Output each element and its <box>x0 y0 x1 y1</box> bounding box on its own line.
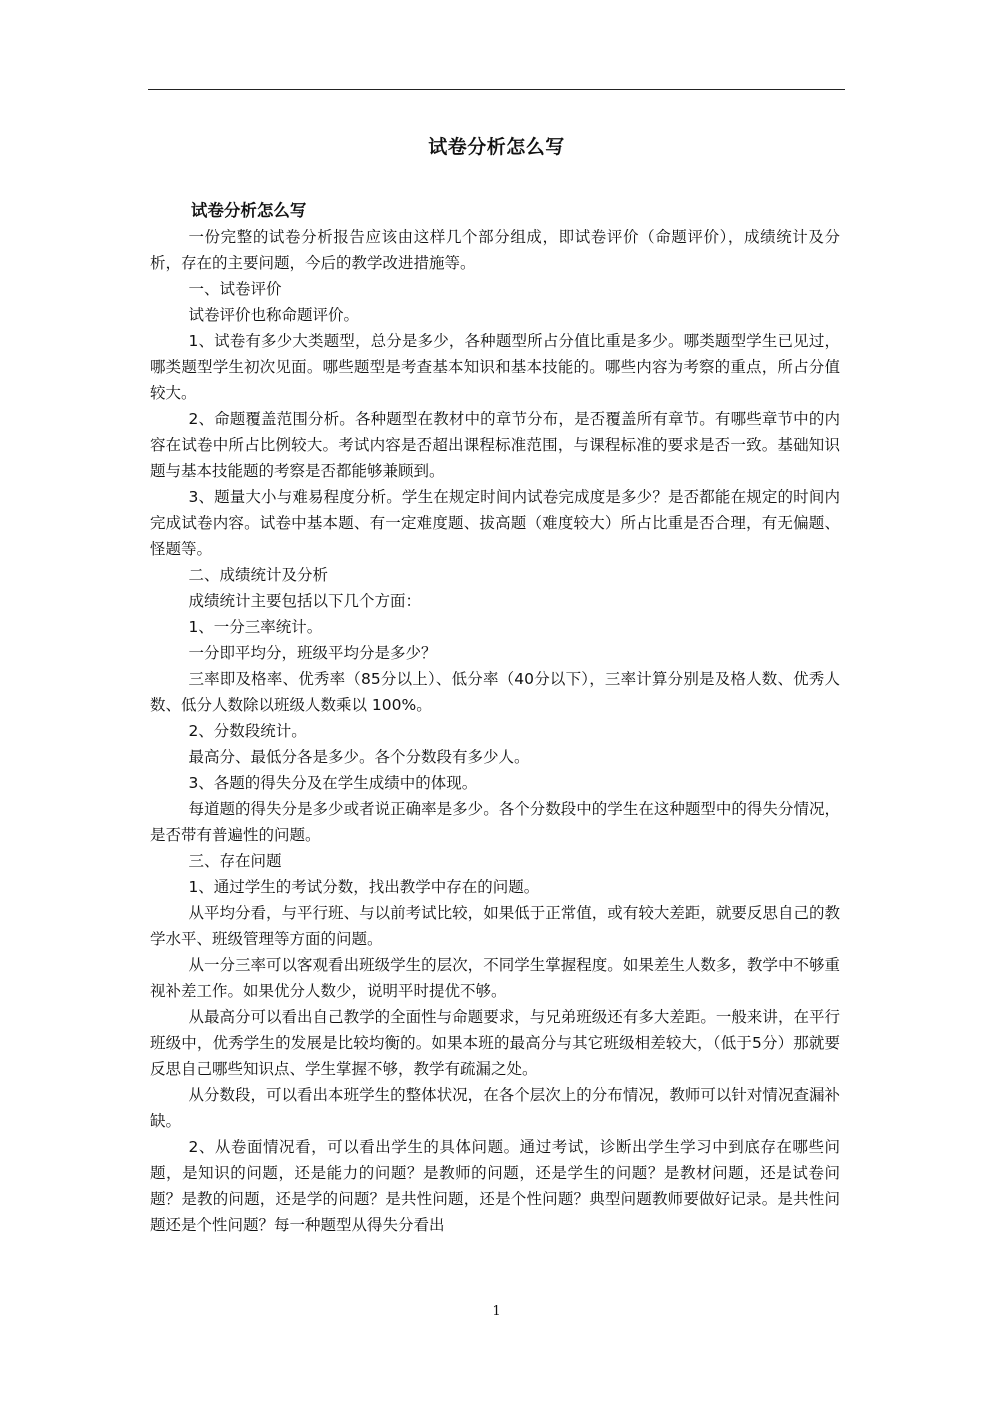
paragraph: 1、试卷有多少大类题型，总分是多少，各种题型所占分值比重是多少。哪类题型学生已见过，哪类题型学生初次见面。哪些题型是考查基本知识和基本技能的。哪些内容为考察的重点，所占分值较大。 <box>150 332 840 402</box>
section-heading-3: 三、存在问题 <box>188 852 282 870</box>
page-number: 1 <box>492 1304 501 1319</box>
paragraph: 从最高分可以看出自己教学的全面性与命题要求，与兄弟班级还有多大差距。一般来讲，在平行班级中，优秀学生的发展是比较均衡的。如果本班的最高分与其它班级相差较大，（低于5分）那就要反思自己哪些知识点、学生掌握不够，教学有疏漏之处。 <box>150 1008 840 1078</box>
paragraph: 2、分数段统计。 <box>188 722 307 740</box>
paragraph: 一份完整的试卷分析报告应该由这样几个部分组成，即试卷评价（命题评价），成绩统计及分析，存在的主要问题，今后的教学改进措施等。 <box>150 228 840 272</box>
header-rule <box>148 89 845 90</box>
paragraph: 试卷评价也称命题评价。 <box>188 306 359 324</box>
paragraph: 每道题的得失分是多少或者说正确率是多少。各个分数段中的学生在这种题型中的得失分情况，是否带有普遍性的问题。 <box>150 800 840 844</box>
section-heading-1: 一、试卷评价 <box>188 280 282 298</box>
paragraph: 三率即及格率、优秀率（85分以上）、低分率（40分以下），三率计算分别是及格人数、优秀人数、低分人数除以班级人数乘以 100%。 <box>150 670 840 714</box>
paragraph: 从分数段，可以看出本班学生的整体状况，在各个层次上的分布情况，教师可以针对情况查漏补缺。 <box>150 1086 840 1130</box>
paragraph: 一分即平均分，班级平均分是多少？ <box>188 644 437 662</box>
paragraph: 1、一分三率统计。 <box>188 618 323 636</box>
paragraph: 最高分、最低分各是多少。各个分数段有多少人。 <box>188 748 530 766</box>
paragraph: 2、从卷面情况看，可以看出学生的具体问题。通过考试，诊断出学生学习中到底存在哪些问题，是知识的问题，还是能力的问题？是教师的问题，还是学生的问题？是教材问题，还是试卷问题？是教的问题，还是学的问题？是共性问题，还是个性问题？典型问题教师要做好记录。是共性问题还是个性问题？每一种题型从得失分看出 <box>150 1138 840 1234</box>
paragraph: 从一分三率可以客观看出班级学生的层次，不同学生掌握程度。如果差生人数多，教学中不够重视补差工作。如果优分人数少，说明平时提优不够。 <box>150 956 840 1000</box>
paragraph: 成绩统计主要包括以下几个方面： <box>188 592 421 610</box>
paragraph: 2、命题覆盖范围分析。各种题型在教材中的章节分布，是否覆盖所有章节。有哪些章节中的内容在试卷中所占比例较大。考试内容是否超出课程标准范围，与课程标准的要求是否一致。基础知识题与基本技能题的考察是否都能够兼顾到。 <box>150 410 840 480</box>
document-body <box>150 198 840 1238</box>
section-heading-2: 二、成绩统计及分析 <box>188 566 328 584</box>
paragraph: 3、题量大小与难易程度分析。学生在规定时间内试卷完成度是多少？是否都能在规定的时间内完成试卷内容。试卷中基本题、有一定难度题、拔高题（难度较大）所占比重是否合理，有无偏题、怪题等。 <box>150 488 840 558</box>
paragraph: 3、各题的得失分及在学生成绩中的体现。 <box>188 774 478 792</box>
paragraph: 从平均分看，与平行班、与以前考试比较，如果低于正常值，或有较大差距，就要反思自己的教学水平、班级管理等方面的问题。 <box>150 904 840 948</box>
document-title: 试卷分析怎么写 <box>428 136 565 158</box>
paragraph: 1、通过学生的考试分数，找出教学中存在的问题。 <box>188 878 540 896</box>
section-heading: 试卷分析怎么写 <box>190 201 307 220</box>
